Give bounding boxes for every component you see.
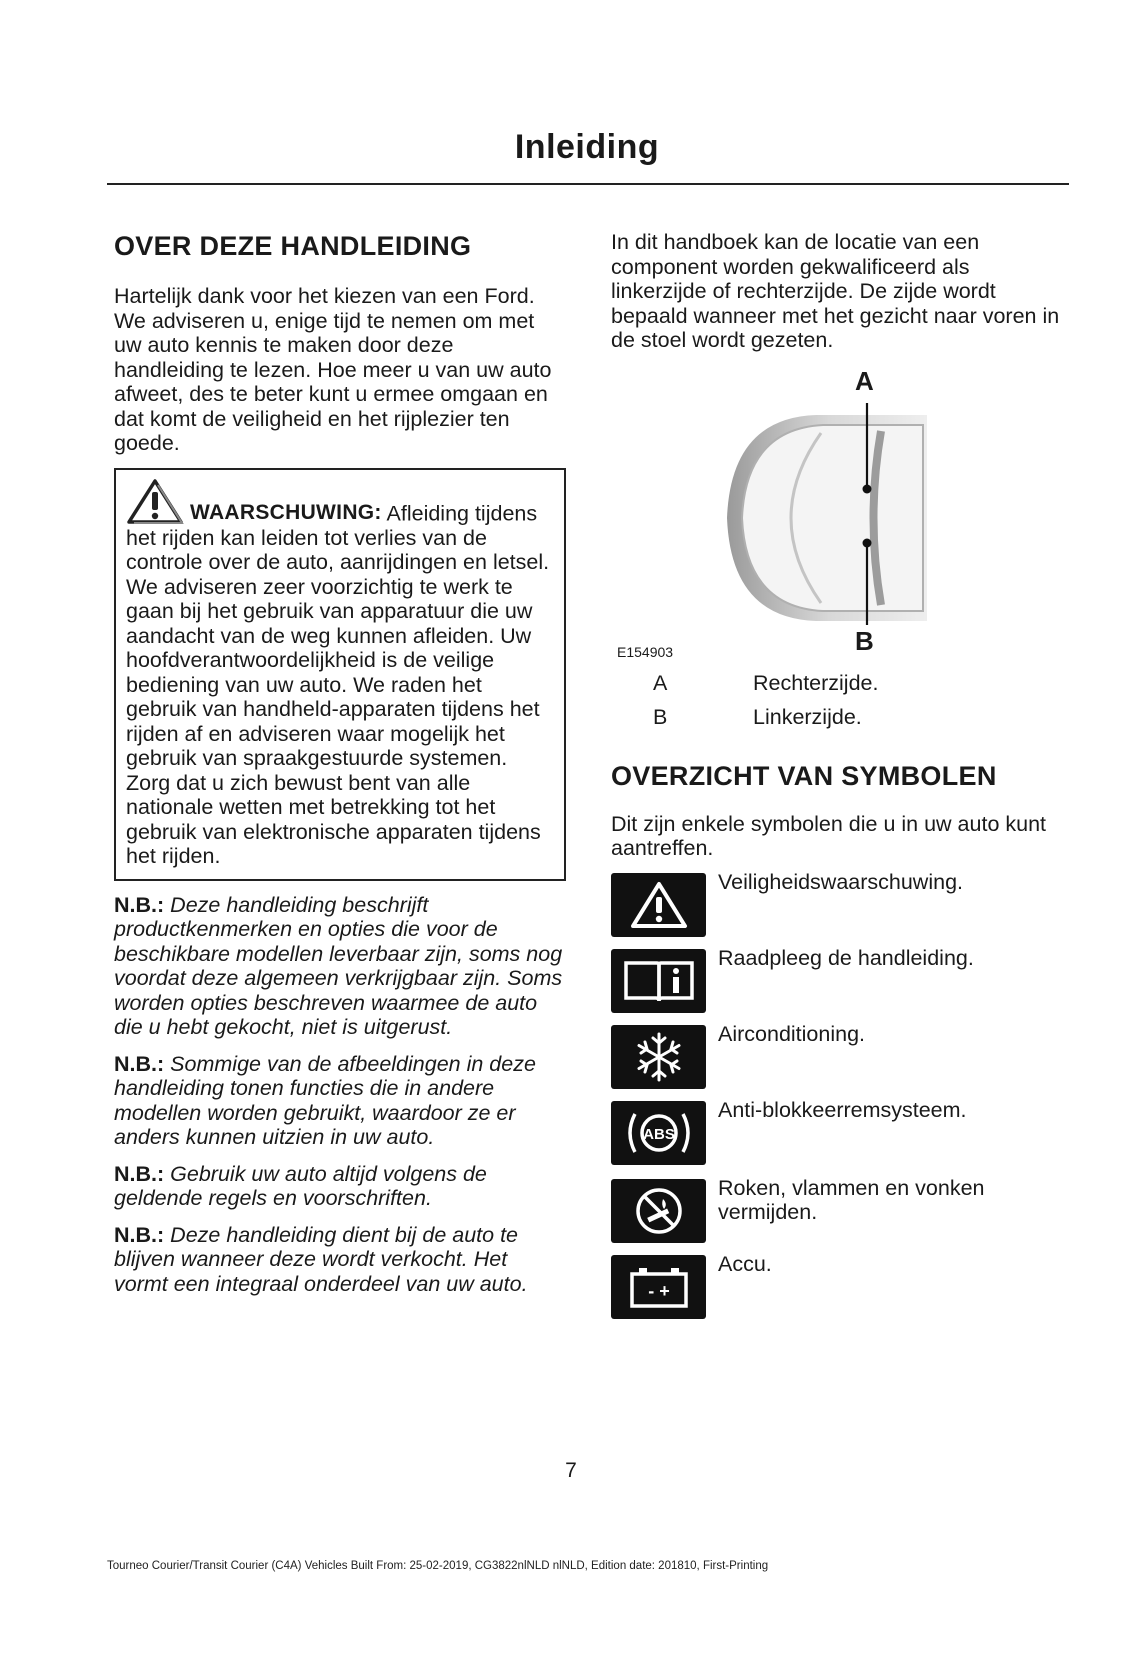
note-2: N.B.: Sommige van de afbeeldingen in deze handleiding tonen functies die in andere modellen worden gebruikt, waardoor ze er anders kunnen uitzien in uw auto. [114,1051,536,1149]
symbol-label: Anti-blokkeerremsysteem. [718,1097,967,1122]
warning-heading [126,478,382,526]
footer-edition-info: Tourneo Courier/Transit Courier (C4A) Vehicles Built From: 25-02-2019, CG3822nlNLD nlNLD, Edition date: 201810, First-Printing [107,1560,769,1572]
no-smoking-icon [611,1179,706,1243]
abs-icon [611,1101,706,1165]
air-conditioning-icon [611,1025,706,1089]
symbol-label: Accu. [718,1251,772,1276]
note-1: N.B.: Deze handleiding beschrijft productkenmerken en opties die voor de beschikbare modellen leverbaar zijn, soms nog voordat deze algemeen verkrijgbaar zijn. Soms worden opties beschreven waarmee de auto die u hebt gekocht, niet is uitgerust. [114,892,563,1039]
warning-label: WAARSCHUWING: [190,501,382,524]
symbol-row [611,1021,1061,1089]
warning-box [114,468,566,881]
car-top-view-illustration [611,363,1061,663]
battery-icon-text: - + [647,1280,670,1301]
page-number: 7 [565,1459,577,1482]
side-definition-paragraph: In dit handboek kan de locatie van een component worden gekwalificeerd als linkerzijde of rechterzijde. De zijde wordt bepaald wanneer met het gezicht naar voren in de stoel wordt gezeten. [611,230,1060,352]
note-3: N.B.: Gebruik uw auto altijd volgens de geldende regels en voorschriften. [114,1161,487,1210]
section-title-overzicht-van-symbolen: OVERZICHT VAN SYMBOLEN [611,760,997,791]
symbols-intro: Dit zijn enkele symbolen die u in uw auto kunt aantreffen. [611,811,1047,860]
section-title-over-deze-handleiding: OVER DEZE HANDLEIDING [114,231,472,261]
symbol-label: Raadpleeg de handleiding. [718,945,974,970]
page-title: Inleiding [514,128,660,166]
symbol-label: Roken, vlammen en vonken vermijden. [718,1175,985,1224]
symbol-label: Airconditioning. [718,1021,866,1046]
left-column [114,230,566,1296]
safety-warning-icon [611,873,706,937]
figure-legend [611,671,1061,730]
legend-item: B Linkerzijde. [653,705,862,729]
legend-item: A Rechterzijde. [653,670,879,695]
warning-text: Afleiding tijdens het rijden kan leiden tot verlies van de controle over de auto, aanrijdingen en letsel. We adviseren zeer voorzichtig te werk te gaan bij het gebruik van apparatuur die uw aandacht van de weg kunnen afleiden. Uw hoofdverantwoordelijkheid is de veilige bediening van uw auto. We raden het gebruik van handheld-apparaten tijdens het rijden af en adviseren waar mogelijk het gebruik van spraakgestuurde systemen. Zorg dat u zich bewust bent van alle nationale wetten met betrekking tot het gebruik van elektronische apparaten tijdens het rijden. [126,501,550,868]
manual-icon [611,949,706,1013]
abs-icon-text: ABS [642,1125,675,1143]
symbol-row [611,1175,1061,1243]
symbol-row [611,1251,1061,1319]
symbol-row [611,869,1061,937]
figure-label-b: B [855,625,874,656]
vehicle-side-diagram [611,363,1061,663]
battery-icon [611,1255,706,1319]
intro-paragraph: Hartelijk dank voor het kiezen van een Ford. We adviseren u, enige tijd te nemen om met uw auto kennis te maken door deze handleiding te lezen. Hoe meer u van uw auto afweet, des te beter kunt u ermee omgaan en dat komt de veiligheid en het rijplezier ten goede. [114,284,552,455]
right-column [611,230,1061,1319]
symbol-row [611,945,1061,1013]
figure-label-a: A [855,365,874,396]
note-4: N.B.: Deze handleiding dient bij de auto te blijven wanneer deze wordt verkocht. Het vormt een integraal onderdeel van uw auto. [114,1222,528,1296]
title-divider [107,183,1069,185]
symbol-label: Veiligheidswaarschuwing. [718,869,964,894]
symbol-row [611,1097,1061,1165]
figure-code: E154903 [617,643,674,660]
warning-triangle-icon [126,478,184,526]
